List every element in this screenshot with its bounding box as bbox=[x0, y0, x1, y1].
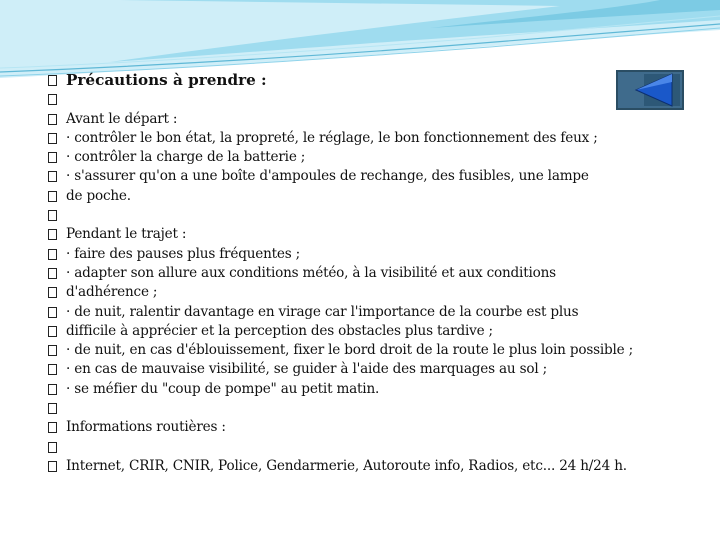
text-line bbox=[48, 129, 658, 148]
line-text: Internet, CRIR, CNIR, Police, Gendarmerie, Autoroute info, Radios, etc... 24 h/24 h. bbox=[66, 457, 627, 474]
line-text: · s'assurer qu'on a une boîte d'ampoules de rechange, des fusibles, une lampe bbox=[66, 168, 589, 185]
text-line bbox=[48, 303, 658, 322]
line-text: Pendant le trajet : bbox=[66, 226, 187, 243]
line-text: difficile à apprécier et la perception des obstacles plus tardive ; bbox=[66, 322, 493, 339]
missing-glyph-box-icon bbox=[48, 384, 57, 395]
text-line bbox=[48, 245, 658, 264]
missing-glyph-box-icon bbox=[48, 229, 57, 240]
line-text: · en cas de mauvaise visibilité, se guider à l'aide des marquages au sol ; bbox=[66, 361, 547, 378]
missing-glyph-box-icon bbox=[48, 114, 57, 125]
missing-glyph-box-icon bbox=[48, 94, 57, 105]
blank-line bbox=[48, 399, 658, 418]
missing-glyph-box-icon bbox=[48, 307, 57, 318]
slide-text-block bbox=[48, 71, 658, 476]
line-text: d'adhérence ; bbox=[66, 284, 158, 301]
text-line bbox=[48, 283, 658, 302]
line-text: · faire des pauses plus fréquentes ; bbox=[66, 245, 301, 262]
missing-glyph-box-icon bbox=[48, 210, 57, 221]
text-line bbox=[48, 322, 658, 341]
line-text: · de nuit, en cas d'éblouissement, fixer le bord droit de la route le plus loin possible ; bbox=[66, 342, 634, 359]
line-text: · contrôler la charge de la batterie ; bbox=[66, 149, 306, 166]
subheading-avant-depart bbox=[48, 110, 658, 129]
text-line bbox=[48, 380, 658, 399]
text-line bbox=[48, 360, 658, 379]
missing-glyph-box-icon bbox=[48, 403, 57, 414]
subheading-pendant-trajet bbox=[48, 225, 658, 244]
missing-glyph-box-icon bbox=[48, 422, 57, 433]
missing-glyph-box-icon bbox=[48, 75, 57, 86]
missing-glyph-box-icon bbox=[48, 345, 57, 356]
text-line bbox=[48, 187, 658, 206]
text-line bbox=[48, 167, 658, 186]
text-line bbox=[48, 341, 658, 360]
blank-line bbox=[48, 90, 658, 109]
missing-glyph-box-icon bbox=[48, 268, 57, 279]
blank-line bbox=[48, 438, 658, 457]
missing-glyph-box-icon bbox=[48, 133, 57, 144]
missing-glyph-box-icon bbox=[48, 191, 57, 202]
missing-glyph-box-icon bbox=[48, 249, 57, 260]
line-text: de poche. bbox=[66, 187, 131, 204]
blank-line bbox=[48, 206, 658, 225]
missing-glyph-box-icon bbox=[48, 171, 57, 182]
line-text: · adapter son allure aux conditions météo, à la visibilité et aux conditions bbox=[66, 264, 556, 281]
line-text: Informations routières : bbox=[66, 419, 226, 436]
subheading-informations-routieres bbox=[48, 418, 658, 437]
line-text: · contrôler le bon état, la propreté, le réglage, le bon fonctionnement des feux ; bbox=[66, 129, 598, 146]
missing-glyph-box-icon bbox=[48, 461, 57, 472]
section-heading-precautions bbox=[48, 71, 658, 90]
line-text: · de nuit, ralentir davantage en virage car l'importance de la courbe est plus bbox=[66, 303, 579, 320]
missing-glyph-box-icon bbox=[48, 364, 57, 375]
missing-glyph-box-icon bbox=[48, 287, 57, 298]
line-text: · se méfier du "coup de pompe" au petit matin. bbox=[66, 380, 380, 397]
text-line bbox=[48, 148, 658, 167]
line-text: Avant le départ : bbox=[66, 110, 178, 127]
missing-glyph-box-icon bbox=[48, 442, 57, 453]
missing-glyph-box-icon bbox=[48, 152, 57, 163]
text-line bbox=[48, 264, 658, 283]
line-text: Précautions à prendre : bbox=[66, 71, 267, 89]
missing-glyph-box-icon bbox=[48, 326, 57, 337]
text-line bbox=[48, 457, 658, 476]
